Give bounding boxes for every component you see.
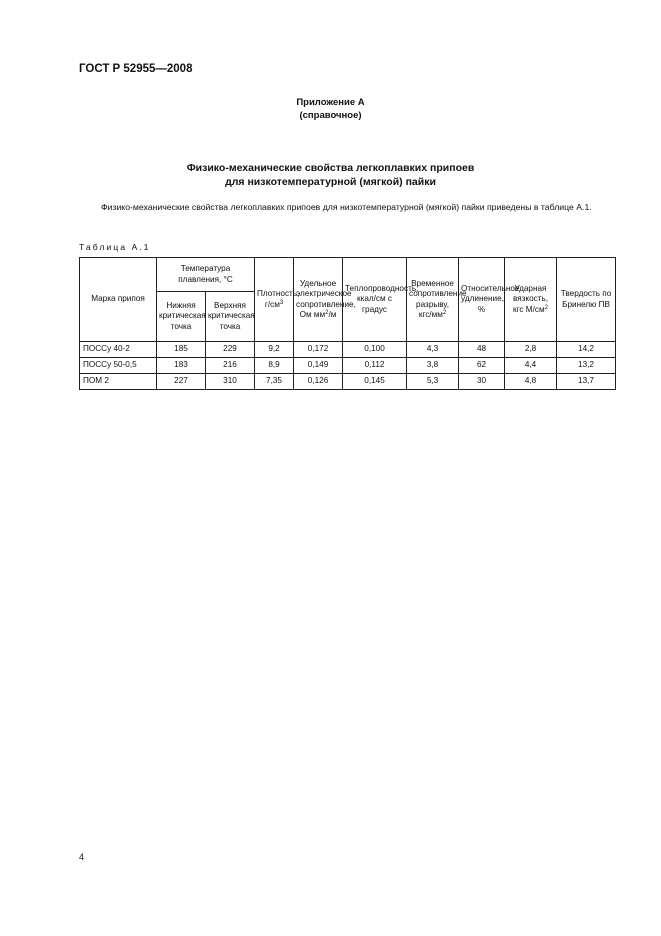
document-id: ГОСТ Р 52955—2008: [79, 63, 193, 75]
cell-strength: 5,3: [407, 374, 459, 390]
table-row: [80, 342, 616, 358]
cell-hardness: 14,2: [557, 342, 616, 358]
table-row: [80, 374, 616, 390]
header-strength: Временное сопротивление разрыву, кгс/$мм^2$: [407, 258, 459, 342]
appendix-subtitle: (справочное): [299, 110, 362, 121]
cell-lower: 185: [157, 342, 206, 358]
intro-paragraph: Физико-механические свойства легкоплавких припоев для низкотемпературной (мягкой) пайки приведены в таблице А.1.: [101, 202, 592, 212]
table-label: Таблица А.1: [79, 242, 151, 252]
cell-impact: 4,4: [505, 358, 557, 374]
section-title-line1: Физико-механические свойства легкоплавких припоев: [186, 162, 475, 174]
table-row: [80, 358, 616, 374]
appendix-title: Приложение А: [296, 97, 365, 108]
cell-brand: ПОССу 40-2: [80, 342, 157, 358]
header-resistivity: Удельное электрическое сопротивление, Ом $мм^2/м$: [294, 258, 343, 342]
cell-lower: 227: [157, 374, 206, 390]
cell-strength: 3,8: [407, 358, 459, 374]
header-brand: Марка припоя: [80, 258, 157, 342]
section-title-line2: для низкотемпературной (мягкой) пайки: [225, 176, 436, 188]
cell-resistivity: 0,149: [294, 358, 343, 374]
header-lower-point: Нижняя критическая точка: [157, 292, 206, 342]
cell-elongation: 62: [459, 358, 505, 374]
header-density: Плотность, $г/см^3$: [255, 258, 294, 342]
cell-elongation: 48: [459, 342, 505, 358]
header-hardness: Твердость по Бринелю ПВ: [557, 258, 616, 342]
cell-hardness: 13,7: [557, 374, 616, 390]
header-upper-point: Верхняя критическая точка: [206, 292, 255, 342]
properties-table: [79, 257, 616, 390]
cell-resistivity: 0,172: [294, 342, 343, 358]
cell-lower: 183: [157, 358, 206, 374]
cell-brand: ПОМ 2: [80, 374, 157, 390]
cell-conductivity: 0,100: [343, 342, 407, 358]
cell-brand: ПОССу 50-0,5: [80, 358, 157, 374]
header-conductivity: Теплопроводность, ккал/см с градус: [343, 258, 407, 342]
cell-upper: 310: [206, 374, 255, 390]
cell-impact: 4,8: [505, 374, 557, 390]
cell-conductivity: 0,145: [343, 374, 407, 390]
cell-density: 9,2: [255, 342, 294, 358]
cell-density: 7,35: [255, 374, 294, 390]
header-impact: Ударная вязкость, кгс $М/см^2$: [505, 258, 557, 342]
cell-hardness: 13,2: [557, 358, 616, 374]
cell-density: 8,9: [255, 358, 294, 374]
cell-conductivity: 0,112: [343, 358, 407, 374]
header-elongation: Относительное удлинение, %: [459, 258, 505, 342]
cell-resistivity: 0,126: [294, 374, 343, 390]
cell-elongation: 30: [459, 374, 505, 390]
page-number: 4: [79, 852, 85, 862]
cell-strength: 4,3: [407, 342, 459, 358]
header-melting: Температура плавления, °С: [157, 258, 255, 292]
cell-impact: 2,8: [505, 342, 557, 358]
cell-upper: 216: [206, 358, 255, 374]
cell-upper: 229: [206, 342, 255, 358]
